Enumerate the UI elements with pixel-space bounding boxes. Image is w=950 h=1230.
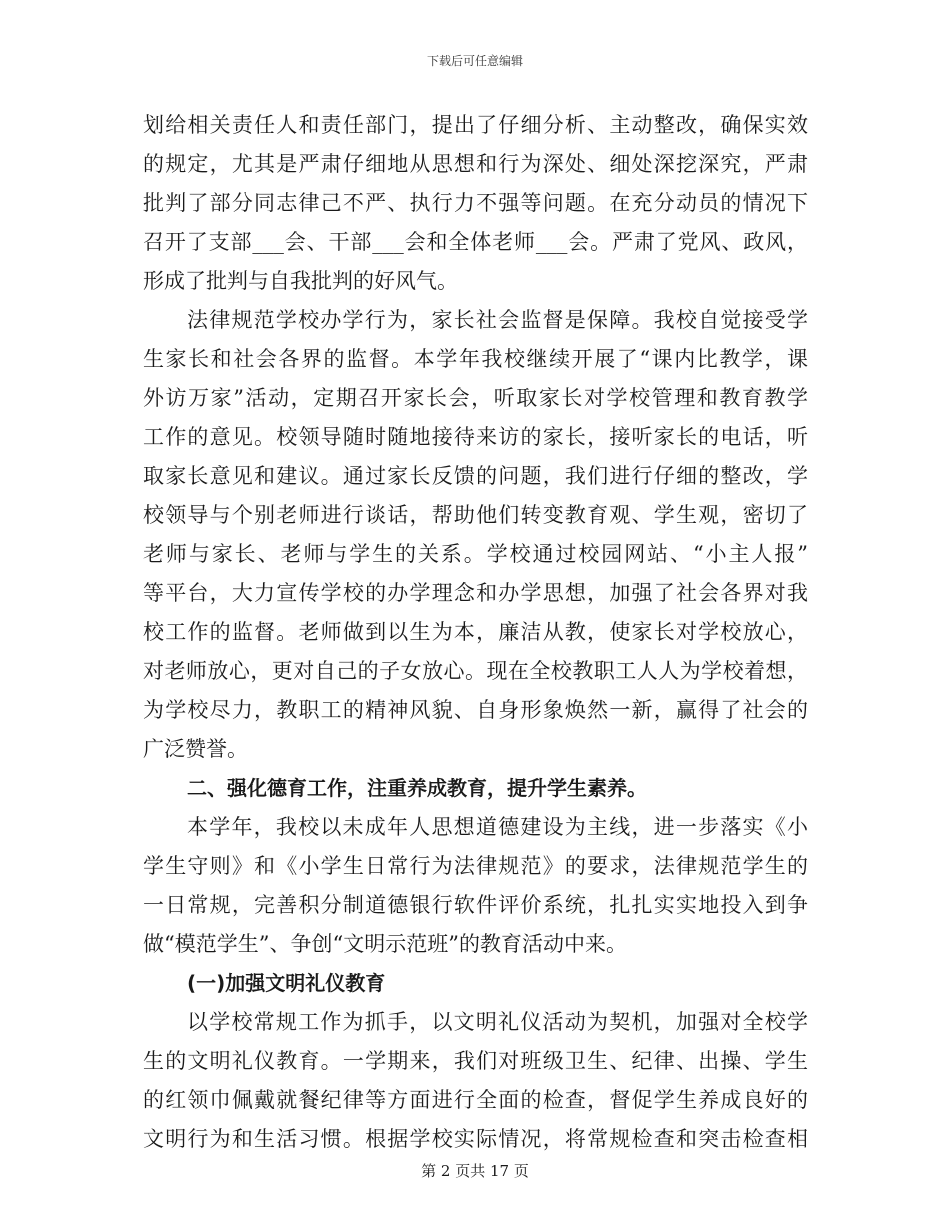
text-line: 的红领巾佩戴就餐纪律等方面进行全面的检查，督促学生养成良好的	[143, 1088, 808, 1112]
text-line: 的规定，尤其是严肃仔细地从思想和行为深处、细处深挖深究，严肃	[143, 152, 808, 176]
text-line: 外访万家”活动，定期召开家长会，听取家长对学校管理和教育教学	[143, 386, 808, 410]
page-header: 下载后可任意编辑	[426, 54, 523, 68]
text-line: 广泛赞誉。	[143, 737, 248, 761]
text-line: 校领导与个别老师进行谈话，帮助他们转变教育观、学生观，密切了	[143, 503, 808, 527]
text-line: 法律规范学校办学行为，家长社会监督是保障。我校自觉接受学	[187, 308, 808, 332]
page-footer: 第 2 页共 17 页	[421, 1162, 529, 1180]
document-body	[143, 106, 808, 1159]
text-line: 工作的意见。校领导随时随地接待来访的家长，接听家长的电话，听	[143, 425, 808, 449]
text-line: 召开了支部___会、干部___会和全体老师___会。严肃了党风、政风，	[143, 230, 808, 254]
text-line: 老师与家长、老师与学生的关系。学校通过校园网站、“小主人报”	[143, 542, 808, 566]
text-line: 文明行为和生活习惯。根据学校实际情况，将常规检查和突击检查相	[143, 1127, 808, 1151]
text-line: 做“模范学生”、争创“文明示范班”的教育活动中来。	[143, 932, 627, 956]
text-line: 形成了批判与自我批判的好风气。	[143, 269, 458, 293]
text-line: 以学校常规工作为抓手，以文明礼仪活动为契机，加强对全校学	[187, 1010, 808, 1034]
text-line: 对老师放心，更对自己的子女放心。现在全校教职工人人为学校着想，	[143, 659, 808, 683]
text-line: 本学年，我校以未成年人思想道德建设为主线，进一步落实《小	[187, 815, 808, 839]
text-line: 生家长和社会各界的监督。本学年我校继续开展了“课内比教学，课	[143, 347, 808, 371]
subsection-heading: (一)加强文明礼仪教育	[187, 971, 386, 995]
text-line: 校工作的监督。老师做到以生为本，廉洁从教，使家长对学校放心，	[143, 620, 808, 644]
text-line: 生的文明礼仪教育。一学期来，我们对班级卫生、纪律、出操、学生	[143, 1049, 808, 1073]
text-line: 批判了部分同志律己不严、执行力不强等问题。在充分动员的情况下	[143, 191, 808, 215]
section-heading: 二、强化德育工作，注重养成教育，提升学生素养。	[187, 776, 647, 800]
text-line: 划给相关责任人和责任部门，提出了仔细分析、主动整改，确保实效	[143, 113, 808, 137]
text-line: 一日常规，完善积分制道德银行软件评价系统，扎扎实实地投入到争	[143, 893, 808, 917]
text-line: 为学校尽力，教职工的精神风貌、自身形象焕然一新，赢得了社会的	[143, 698, 808, 722]
text-line: 取家长意见和建议。通过家长反馈的问题，我们进行仔细的整改，学	[143, 464, 808, 488]
text-line: 学生守则》和《小学生日常行为法律规范》的要求，法律规范学生的	[143, 854, 808, 878]
text-line: 等平台，大力宣传学校的办学理念和办学思想，加强了社会各界对我	[143, 581, 808, 605]
